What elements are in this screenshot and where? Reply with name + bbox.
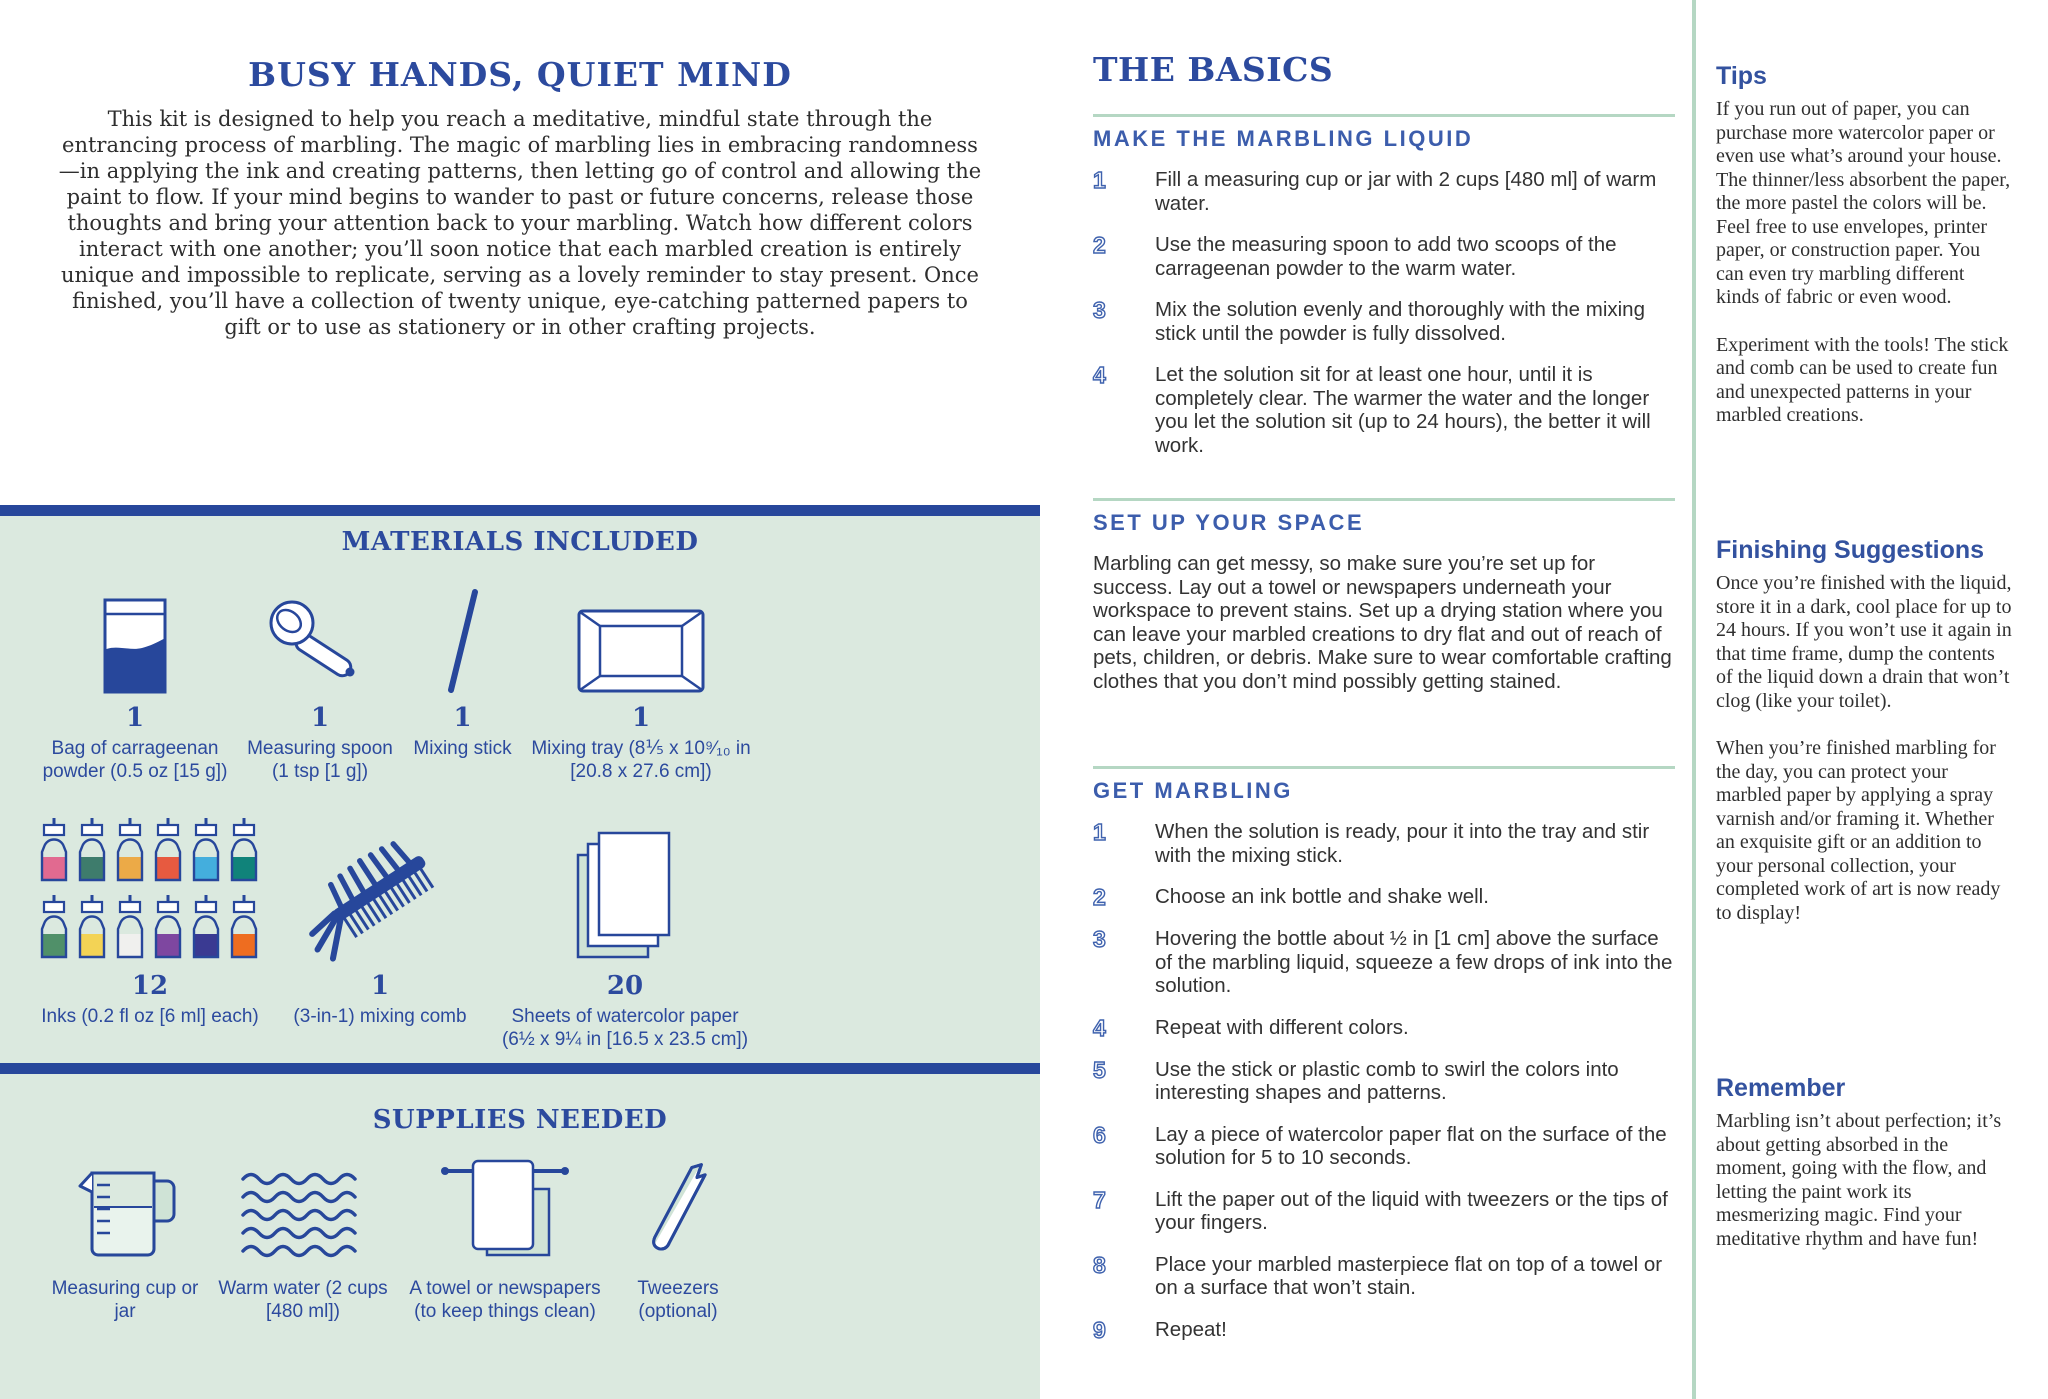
sidebar-section-tips [1716,62,2012,452]
item-quantity: 12 [131,971,169,1001]
section-heading: GET MARBLING [1093,778,1293,803]
item-quantity: 1 [370,971,390,1001]
sidebar-section-finishing [1716,536,2012,949]
item-label: Sheets of watercolor paper (6½ x 9¼ in [16.5 x 23.5 cm]) [501,1006,749,1050]
mixing-comb-icon [295,815,465,963]
step-number: 9 [1093,1316,1106,1343]
section-heading: MAKE THE MARBLING LIQUID [1093,126,1474,151]
step-number: 6 [1093,1121,1106,1148]
step-row [1093,363,1675,457]
step-text: Mix the solution evenly and thoroughly with the mixing stick until the powder is fully dissolved. [1155,298,1645,345]
sidebar-section-remember [1716,1074,2012,1275]
sidebar-paragraph: If you run out of paper, you can purchase more watercolor paper or even use what’s around your house. The thinner/less absorbent the paper, the more pastel the colors will be. Feel free to use envelopes, printer paper, or construction paper. You can even try marbling different kinds of fabric or even wood. [1716,98,2011,308]
step-number: 4 [1093,1014,1106,1041]
section-set-up-space [1093,498,1675,693]
step-row [1093,820,1675,867]
sidebar-heading: Remember [1716,1074,1846,1102]
sidebar-heading: Finishing Suggestions [1716,536,1985,564]
step-row [1093,1016,1675,1040]
step-text: Hovering the bottle about ½ in [1 cm] above the surface of the marbling liquid, squeeze a few drops of ink into the solution. [1155,927,1673,997]
step-number: 1 [1093,819,1106,845]
list-item-powder-bag [25,575,245,783]
step-number: 2 [1093,884,1106,910]
sidebar-paragraph: When you’re finished marbling for the day, you can protect your marbled paper by applying a spray varnish and/or framing it. Whether an exquisite gift or an addition to your personal collection, your completed work of art is now ready to display! [1716,737,2001,924]
step-row [1093,1188,1675,1235]
step-row [1093,1058,1675,1105]
measuring-spoon-icon [264,575,376,695]
divider-bar-middle [0,1063,1040,1074]
ink-bottles-icon [36,815,264,963]
item-label: A towel or newspapers (to keep things clean) [409,1278,601,1322]
section-make-liquid [1093,114,1675,475]
list-item-measuring-cup [40,1153,210,1323]
item-label: Mixing tray (8⅕ x 10⁹⁄₁₀ in [20.8 x 27.6 cm]) [531,738,751,782]
item-quantity: 1 [125,703,145,733]
sidebar-paragraph: Marbling isn’t about perfection; it’s about getting absorbed in the moment, going with the flow, and letting the paint work its mesmerizing magic. Find your meditative rhythm and have fun! [1716,1110,2002,1250]
step-text: Lay a piece of watercolor paper flat on the surface of the solution for 5 to 10 seconds. [1155,1122,1667,1169]
step-row [1093,1253,1675,1300]
step-text: Choose an ink bottle and shake well. [1155,885,1489,908]
step-row [1093,885,1675,909]
warm-water-icon [235,1153,371,1261]
powder-bag-icon [102,575,168,695]
step-text: Place your marbled masterpiece flat on top of a towel or on a surface that won’t stain. [1155,1252,1663,1299]
supplies-needed-title: SUPPLIES NEEDED [372,1105,668,1135]
step-text: Lift the paper out of the liquid with tweezers or the tips of your fingers. [1155,1187,1668,1234]
item-label: Bag of carrageenan powder (0.5 oz [15 g]) [42,738,228,782]
step-text: Let the solution sit for at least one hour, until it is completely clear. The warmer the water and the longer you let the solution sit (up to 24 hours), the better it will work. [1155,363,1651,457]
step-text: Use the measuring spoon to add two scoops of the carrageenan powder to the warm water. [1155,233,1617,280]
list-item-measuring-spoon [245,575,395,783]
item-quantity: 1 [631,703,651,733]
sidebar-paragraph: Once you’re finished with the liquid, store it in a dark, cool place for up to 24 hours. If you won’t use it again in that time frame, dump the contents of the liquid down a drain that won’t clog (like your toilet). [1716,572,2012,712]
sidebar-paragraph: Experiment with the tools! The stick and comb can be used to create fun and unexpected patterns in your marbled creations. [1716,333,2009,426]
step-row [1093,233,1675,280]
tweezers-icon [628,1153,728,1261]
step-number: 7 [1093,1186,1106,1213]
step-row [1093,298,1675,345]
mixing-stick-icon [441,575,485,695]
item-quantity: 1 [310,703,330,733]
list-item-warm-water [213,1153,393,1323]
step-number: 8 [1093,1251,1106,1278]
step-row [1093,1318,1675,1342]
step-row [1093,927,1675,998]
page-title: BUSY HANDS, QUIET MIND [248,55,792,94]
item-label: Tweezers (optional) [637,1278,719,1322]
list-item-towel [405,1153,605,1323]
measuring-cup-icon [70,1153,180,1261]
section-body: Marbling can get messy, so make sure you’re set up for success. Lay out a towel or newspapers underneath your workspace to prevent stains. Set up a drying station where you can leave your marbled creations to dry flat and out of reach of pets, children, or debris. Make sure to wear comfortable crafting clothes that you don’t mind possibly getting stained. [1093,552,1672,693]
step-number: 4 [1093,362,1106,388]
mixing-tray-icon [575,575,707,695]
step-text: Repeat! [1155,1317,1227,1341]
item-quantity: 20 [606,971,644,1001]
item-label: (3-in-1) mixing comb [293,1006,467,1027]
step-number: 1 [1093,167,1106,193]
list-item-tweezers [608,1153,748,1323]
towel-icon [435,1153,575,1261]
sidebar-heading: Tips [1716,62,1767,90]
list-item-mixing-stick [400,575,525,760]
list-item-watercolor-paper [495,815,755,1051]
paper-sheets-icon [572,815,678,963]
materials-included-title: MATERIALS INCLUDED [341,527,699,557]
step-row [1093,1123,1675,1170]
step-text: Fill a measuring cup or jar with 2 cups [480 ml] of warm water. [1155,168,1657,215]
list-item-inks [35,815,265,1028]
section-heading: SET UP YOUR SPACE [1093,510,1365,535]
item-label: Measuring cup or jar [51,1278,199,1322]
list-item-mixing-tray [527,575,755,783]
step-text: When the solution is ready, pour it into the tray and stir with the mixing stick. [1155,820,1650,867]
step-number: 5 [1093,1056,1106,1083]
section-get-marbling [1093,766,1675,1360]
vertical-divider [1692,0,1696,1399]
step-number: 2 [1093,232,1106,258]
item-label: Measuring spoon (1 tsp [1 g]) [247,738,393,782]
item-quantity: 1 [453,703,472,733]
item-label: Warm water (2 cups [480 ml]) [218,1278,388,1322]
basics-column [1093,0,1675,1399]
step-number: 3 [1093,926,1106,952]
divider-bar-top [0,505,1040,516]
intro-paragraph: This kit is designed to help you reach a meditative, mindful state through the entrancing process of marbling. The magic of marbling lies in embracing randomness—in applying the ink and creating patterns, then letting go of control and allowing the paint to flow. If your mind begins to wander to past or future concerns, release those thoughts and bring your attention back to your marbling. Watch how different colors interact with one another; you’ll soon notice that each marbled creation is entirely unique and impossible to replicate, serving as a lovely reminder to stay present. Once finished, you’ll have a collection of twenty unique, eye-catching patterned papers to gift or to use as stationery or in other crafting projects. [58,107,982,339]
kit-contents-panel [0,505,1040,1399]
step-text: Use the stick or plastic comb to swirl the colors into interesting shapes and patterns. [1155,1057,1619,1104]
step-text: Repeat with different colors. [1155,1015,1409,1039]
item-label: Mixing stick [413,738,512,759]
step-number: 3 [1093,297,1106,323]
list-item-mixing-comb [290,815,470,1028]
step-row [1093,168,1675,215]
item-label: Inks (0.2 fl oz [6 ml] each) [41,1006,259,1027]
basics-title: THE BASICS [1093,50,1334,89]
